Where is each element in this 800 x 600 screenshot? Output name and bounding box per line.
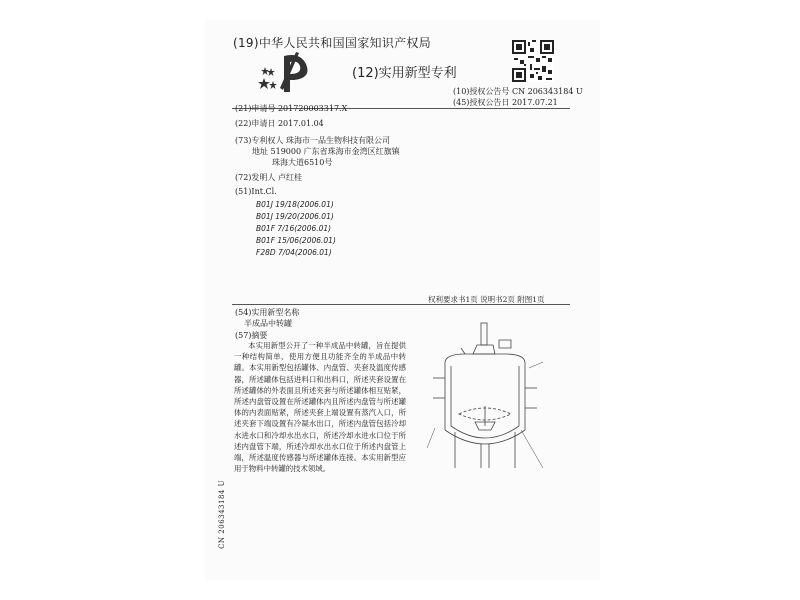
section-divider: [232, 304, 570, 305]
address-line-2: 珠海大道6510号: [272, 158, 333, 167]
cnipa-logo-icon: [256, 48, 318, 96]
publication-number: (10)授权公告号 CN 206343184 U: [453, 87, 583, 96]
ipc-entry: B01F 15/06(2006.01): [256, 236, 336, 245]
inventor: (72)发明人 卢红桂: [235, 173, 302, 182]
abstract-text: [234, 340, 406, 474]
ipc-entry: B01J 19/20(2006.01): [256, 212, 334, 221]
ipc-entry: B01J 19/18(2006.01): [256, 200, 334, 209]
side-patent-number: CN 206343184 U: [218, 480, 226, 549]
address-line-1: 地址 519000 广东省珠海市金湾区红旗镇: [252, 147, 400, 156]
utility-model-title: 半成品中转罐: [244, 319, 292, 328]
ipc-entry: B01F 7/16(2006.01): [256, 224, 332, 233]
ipc-entry: F28D 7/04(2006.01): [256, 248, 332, 257]
abstract-body: 本实用新型公开了一种半成品中转罐，旨在提供一种结构简单、使用方便且功能齐全的半成品中转罐。本实用新型包括罐体、内盘管、夹套及温度传感器，所述罐体包括进料口和出料口，所述夹套设置在所述罐体的外表面且所述夹套与所述罐体相互贴紧，所述内盘管设置在所述罐体内且所述内盘管与所述罐体的内表面贴紧，所述夹套上端设置有蒸汽入口，所述夹套下端设置有冷凝水出口，所述内盘管包括冷却水进水口和冷却水出水口，所述冷却水进水口位于所述内盘管下端，所述冷却水出水口位于所述内盘管上端，所述温度传感器与所述罐体连接。本实用新型应用于物料中转罐的技术领域。: [234, 341, 406, 474]
application-date: (22)申请日 2017.01.04: [235, 119, 324, 128]
office-header: (19)中华人民共和国国家知识产权局: [233, 36, 432, 50]
publication-date: (45)授权公告日 2017.07.21: [453, 98, 558, 107]
patentee: (73)专利权人 珠海市一品生物科技有限公司: [235, 136, 390, 145]
abstract-label: (57)摘要: [235, 331, 268, 340]
document-type: (12)实用新型专利: [352, 66, 457, 81]
int-cl-label: (51)Int.Cl.: [235, 187, 277, 196]
qr-code-icon: [512, 40, 554, 82]
page-counts: 权利要求书1页 说明书2页 附图1页: [428, 295, 545, 304]
tank-drawing-icon: [425, 318, 545, 488]
application-number: (21)申请号 201720003317.X: [235, 104, 348, 113]
title-label: (54)实用新型名称: [235, 308, 300, 317]
